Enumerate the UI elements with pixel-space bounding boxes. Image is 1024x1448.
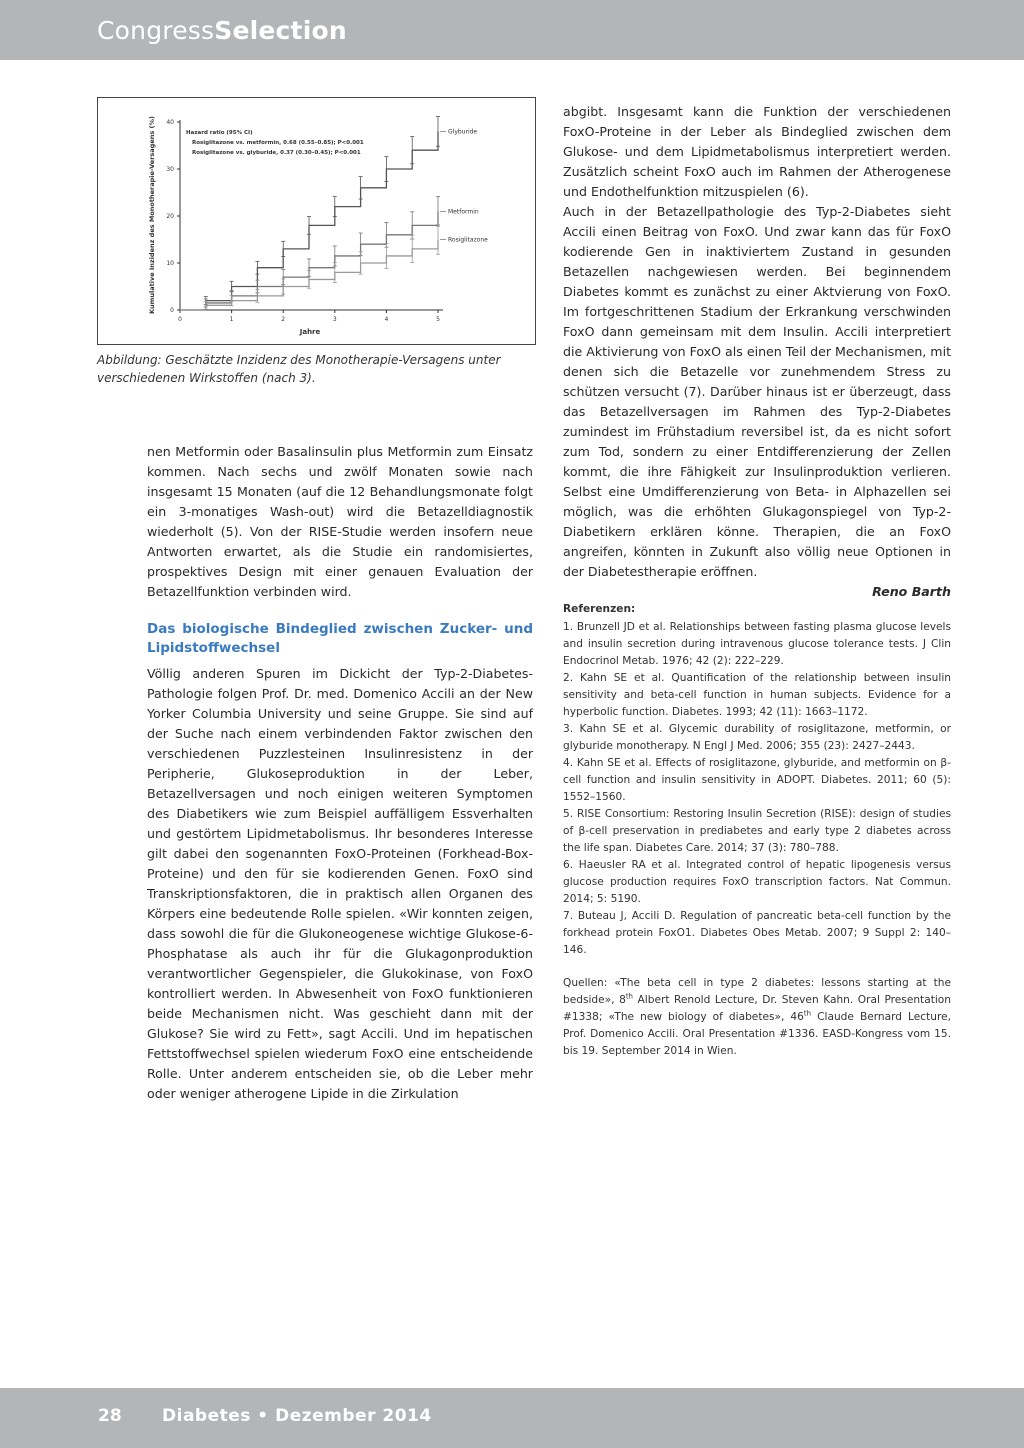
sources-part-c: Claude Bernard Lecture, Prof. Domenico Accili. Oral Presentation #1336. EASD-Kongress vom 15. bis 19. September 2014 in Wien. bbox=[563, 1011, 951, 1057]
x-tick-label: 0 bbox=[178, 316, 182, 323]
y-tick-label: 20 bbox=[166, 213, 174, 220]
paragraph-rise: nen Metformin oder Basalinsulin plus Metformin zum Einsatz kommen. Nach sechs und zwölf Monaten sowie nach insgesamt 15 Monaten (auf die 12 Behandlungsmonate folgt ein 3-monatiges Wash-out) wird die Betazelldiagnostik wiederholt (5). Von der RISE-Studie werden insofern neue Antworten erwartet, als die Studie ein randomisiertes, prospektives Design mit einer genauen Evaluation der Betazellfunktion verbinden wird. bbox=[147, 444, 533, 599]
x-tick-label: 1 bbox=[229, 316, 234, 323]
x-tick-label: 5 bbox=[436, 316, 440, 323]
y-tick-label: 10 bbox=[166, 260, 174, 267]
x-tick-label: 4 bbox=[384, 316, 389, 323]
chart-svg bbox=[98, 98, 535, 344]
y-tick-label: 30 bbox=[166, 166, 174, 173]
brand-logo bbox=[97, 16, 347, 45]
reference-item: 7. Buteau J, Accili D. Regulation of pancreatic beta-cell function by the forkhead protein FoxO1. Diabetes Obes Metab. 2007; 9 Suppl 2: 140–146. bbox=[563, 910, 951, 956]
section-heading: Das biologische Bindeglied zwischen Zucker- und Lipidstoffwechsel bbox=[147, 621, 533, 656]
chart-series-labels bbox=[440, 128, 488, 243]
page-number: 28 bbox=[98, 1406, 122, 1426]
references-heading: Referenzen: bbox=[563, 603, 636, 615]
paragraph-accili: Völlig anderen Spuren im Dickicht der Typ-2-Diabetes-Pathologie folgen Prof. Dr. med. Domenico Accili an der New Yorker Columbia University und seine Gruppe. Sie sind auf der Suche nach einem verbindenden Faktor zwischen den verschiedenen Puzzlesteinen Insulinresistenz in der Peripherie, Glukoseproduktion in der Leber, Betazellversagen und noch einigen weiteren Symptomen des Diabetikers wie zum Beispiel auffälligem Essverhalten und gestörtem Lipidmetabolismus. Ihr besonderes Interesse gilt dabei den sogenannten FoxO-Proteinen (Forkhead-Box-Proteine) und den für sie kodierenden Genen. FoxO sind Transkriptionsfaktoren, die in praktisch allen Organen des Körpers eine bedeutende Rolle spielen. «Wir konnten zeigen, dass sowohl die für die Glukoneogenese wichtige Glukose-6-Phosphatase als auch ihr für die Glukagonproduktion verantwortlicher Gegenspieler, die Glukokinase, von FoxO kontrolliert werden. In Abwesenheit von FoxO funktionieren beide Mechanismen nicht. Was geschieht dann mit der Glukose? Sie wird zu Fett», sagt Accili. Und im hepatischen Fettstoffwechsel spielen wiederum FoxO eine entscheidende Rolle. Unter anderem entscheiden sie, ob die Leber mehr oder weniger atherogene Lipide in die Zirkulation bbox=[147, 666, 533, 1101]
reference-item: 3. Kahn SE et al. Glycemic durability of rosiglitazone, metformin, or glyburide monotherapy. N Engl J Med. 2006; 355 (23): 2427–2443. bbox=[563, 723, 951, 752]
figure-chart bbox=[97, 97, 536, 345]
sources-part-a: Quellen: «The beta cell in type 2 diabetes: lessons starting at the bedside», 8 bbox=[563, 977, 951, 1006]
x-tick-label: 3 bbox=[332, 316, 337, 323]
sources-sup-2: th bbox=[803, 1009, 812, 1018]
reference-item: 6. Haeusler RA et al. Integrated control of hepatic lipogenesis versus glucose production requires FoxO transcription factors. Nat Commun. 2014; 5: 5190. bbox=[563, 859, 951, 905]
series-label-metformin: Metformin bbox=[448, 208, 479, 216]
page-footer bbox=[0, 1388, 1024, 1448]
brand-bold: Selection bbox=[214, 16, 347, 45]
x-tick-label: 2 bbox=[281, 316, 286, 323]
x-axis-label: Jahre bbox=[299, 328, 321, 336]
legend-line-2: Rosiglitazone vs. metformin, 0.68 (0.55–0.85); P<0.001 bbox=[192, 140, 364, 146]
legend-line-3: Rosiglitazone vs. glyburide, 0.37 (0.30–0.45); P<0.001 bbox=[192, 150, 361, 156]
series-label-glyburide: Glyburide bbox=[448, 128, 478, 136]
paragraph-foxo-liver: abgibt. Insgesamt kann die Funktion der verschiedenen FoxO-Proteine in der Leber als Bindeglied zwischen dem Glukose- und dem Lipidmetabolismus interpretiert werden. Zusätzlich scheint FoxO auch im Rahmen der Atherogenese und Endothelfunktion mitzuspielen (6). bbox=[563, 104, 951, 199]
column-left bbox=[147, 442, 533, 1104]
reference-item: 4. Kahn SE et al. Effects of rosiglitazone, glyburide, and metformin on β-cell function and insulin sensitivity in ADOPT. Diabetes. 2011; 60 (5): 1552–1560. bbox=[563, 757, 951, 803]
legend-line-1: Hazard ratio (95% CI) bbox=[186, 130, 253, 136]
reference-item: 5. RISE Consortium: Restoring Insulin Secretion (RISE): design of studies of β-cell preservation in prediabetes and early type 2 diabetes across the life span. Diabetes Care. 2014; 37 (3): 780–788. bbox=[563, 808, 951, 854]
journal-issue: Diabetes • Dezember 2014 bbox=[162, 1406, 432, 1426]
column-right bbox=[563, 102, 951, 602]
series-label-rosiglitazone: Rosiglitazone bbox=[448, 236, 488, 244]
sources-note bbox=[563, 975, 951, 1060]
page-header bbox=[0, 0, 1024, 60]
reference-item: 1. Brunzell JD et al. Relationships between fasting plasma glucose levels and insulin secretion during intravenous glucose tolerance tests. J Clin Endocrinol Metab. 1976; 42 (2): 222–229. bbox=[563, 621, 951, 667]
y-tick-label: 0 bbox=[170, 307, 174, 314]
paragraph-betazelle: Auch in der Betazellpathologie des Typ-2-Diabetes sieht Accili einen Beitrag von FoxO. Und zwar kann das für FoxO kodierende Gen in inaktiviertem Zustand in gesunden Betazellen nachgewiesen werden. Bei beginnendem Diabetes kommt es zunächst zu einer Aktvierung von FoxO. Im fortgeschrittenen Stadium der Erkrankung verschwinden FoxO dann gemeinsam mit dem Insulin. Accili interpretiert die Aktivierung von FoxO als einen Teil der Mechanismen, mit denen sich die Betazelle vor zunehmendem Stress zu schützen versucht (7). Darüber hinaus ist er überzeugt, dass das Betazellversagen im Rahmen des Typ-2-Diabetes zumindest im Frühstadium reversibel ist, da es nicht sofort zum Tod, sondern zu einer Entdifferenzierung der Zellen kommt, die ihre Fähigkeit zur Insulinproduktion verlieren. Selbst eine Umdifferenzierung von Beta- in Alphazellen sei möglich, was die erhöhten Glukagonspiegel von Typ-2-Diabetikern erklären könne. Therapien, die an FoxO angreifen, könnten in Zukunft also völlig neue Optionen in der Diabetestherapie eröffnen. bbox=[563, 204, 952, 579]
brand-light: Congress bbox=[97, 16, 215, 45]
y-axis-label: Kumulative Inzidenz des Monotherapie-Versagens (%) bbox=[148, 116, 156, 314]
reference-item: 2. Kahn SE et al. Quantification of the relationship between insulin sensitivity and beta-cell function in human subjects. Evidence for a hyperbolic function. Diabetes. 1993; 42 (11): 1663–1172. bbox=[563, 672, 951, 718]
y-tick-label: 40 bbox=[166, 119, 174, 126]
references bbox=[563, 601, 951, 1060]
sources-part-b: Albert Renold Lecture, Dr. Steven Kahn. Oral Presentation #1338; «The new biology of diabetes», 46 bbox=[563, 994, 951, 1023]
sources-sup-1: th bbox=[625, 992, 633, 1001]
author-name: Reno Barth bbox=[872, 584, 951, 599]
figure-caption: Abbildung: Geschätzte Inzidenz des Monotherapie-Versagens unter verschiedenen Wirkstoffen (nach 3). bbox=[97, 353, 501, 385]
